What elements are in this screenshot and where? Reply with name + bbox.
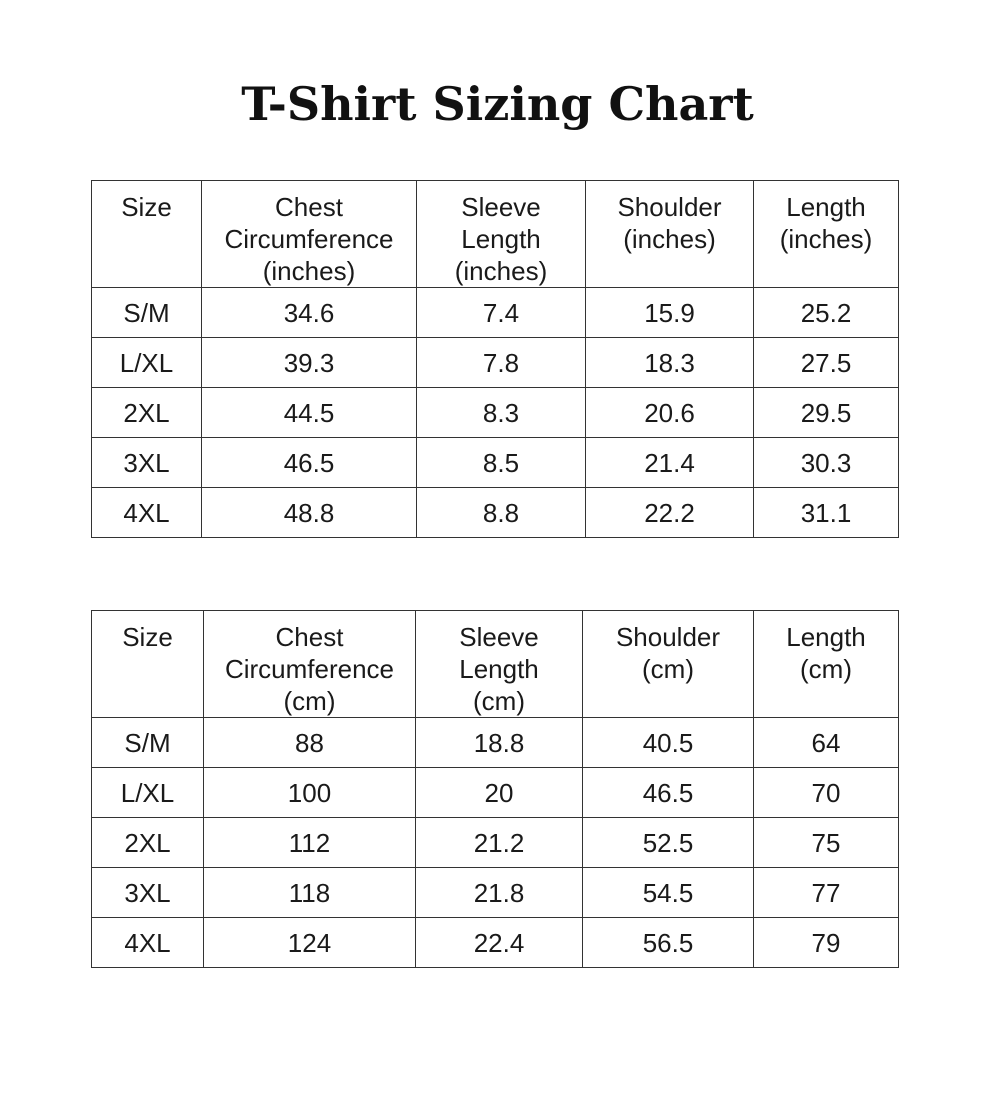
cell-chest: 88 bbox=[204, 718, 416, 768]
cell-chest: 39.3 bbox=[202, 338, 417, 388]
cell-length: 70 bbox=[754, 768, 899, 818]
cell-shoulder: 21.4 bbox=[586, 438, 754, 488]
cell-size: 2XL bbox=[92, 818, 204, 868]
cell-length: 25.2 bbox=[754, 288, 899, 338]
table-header-row bbox=[92, 611, 899, 718]
header-sleeve-length: Sleeve Length (inches) bbox=[417, 181, 586, 288]
table-row bbox=[92, 288, 899, 338]
table-row bbox=[92, 388, 899, 438]
header-length: Length (cm) bbox=[754, 611, 899, 718]
header-length: Length (inches) bbox=[754, 181, 899, 288]
cell-shoulder: 46.5 bbox=[583, 768, 754, 818]
table-row bbox=[92, 438, 899, 488]
cell-length: 79 bbox=[754, 918, 899, 968]
table-row bbox=[92, 718, 899, 768]
cell-size: 4XL bbox=[92, 918, 204, 968]
cell-size: 4XL bbox=[92, 488, 202, 538]
cell-chest: 112 bbox=[204, 818, 416, 868]
table-row bbox=[92, 338, 899, 388]
header-size: Size bbox=[92, 181, 202, 288]
sizing-table-inches bbox=[91, 180, 899, 538]
cell-sleeve: 22.4 bbox=[416, 918, 583, 968]
cell-shoulder: 18.3 bbox=[586, 338, 754, 388]
cell-size: S/M bbox=[92, 288, 202, 338]
cell-length: 29.5 bbox=[754, 388, 899, 438]
cell-sleeve: 8.8 bbox=[417, 488, 586, 538]
cell-sleeve: 20 bbox=[416, 768, 583, 818]
cell-size: 2XL bbox=[92, 388, 202, 438]
cell-shoulder: 40.5 bbox=[583, 718, 754, 768]
cell-chest: 34.6 bbox=[202, 288, 417, 338]
cell-sleeve: 21.8 bbox=[416, 868, 583, 918]
cell-size: S/M bbox=[92, 718, 204, 768]
cell-sleeve: 7.8 bbox=[417, 338, 586, 388]
cell-length: 30.3 bbox=[754, 438, 899, 488]
cell-chest: 44.5 bbox=[202, 388, 417, 438]
cell-size: L/XL bbox=[92, 338, 202, 388]
table-header-row bbox=[92, 181, 899, 288]
header-chest-circumference: Chest Circumference (cm) bbox=[204, 611, 416, 718]
table-row bbox=[92, 818, 899, 868]
table-row bbox=[92, 768, 899, 818]
cell-shoulder: 56.5 bbox=[583, 918, 754, 968]
header-shoulder: Shoulder (inches) bbox=[586, 181, 754, 288]
cell-shoulder: 20.6 bbox=[586, 388, 754, 438]
cell-sleeve: 21.2 bbox=[416, 818, 583, 868]
cell-size: 3XL bbox=[92, 868, 204, 918]
cell-shoulder: 54.5 bbox=[583, 868, 754, 918]
cell-length: 27.5 bbox=[754, 338, 899, 388]
cell-length: 77 bbox=[754, 868, 899, 918]
cell-chest: 100 bbox=[204, 768, 416, 818]
cell-sleeve: 18.8 bbox=[416, 718, 583, 768]
cell-chest: 118 bbox=[204, 868, 416, 918]
table-row bbox=[92, 868, 899, 918]
cell-chest: 48.8 bbox=[202, 488, 417, 538]
sizing-table-cm bbox=[91, 610, 899, 968]
cell-sleeve: 8.5 bbox=[417, 438, 586, 488]
cell-sleeve: 8.3 bbox=[417, 388, 586, 438]
cell-shoulder: 22.2 bbox=[586, 488, 754, 538]
header-chest-circumference: Chest Circumference (inches) bbox=[202, 181, 417, 288]
page-title: T-Shirt Sizing Chart bbox=[241, 77, 754, 131]
cell-shoulder: 15.9 bbox=[586, 288, 754, 338]
table-row bbox=[92, 918, 899, 968]
cell-length: 31.1 bbox=[754, 488, 899, 538]
cell-chest: 46.5 bbox=[202, 438, 417, 488]
cell-sleeve: 7.4 bbox=[417, 288, 586, 338]
header-shoulder: Shoulder (cm) bbox=[583, 611, 754, 718]
cell-length: 75 bbox=[754, 818, 899, 868]
cell-size: 3XL bbox=[92, 438, 202, 488]
table-row bbox=[92, 488, 899, 538]
cell-size: L/XL bbox=[92, 768, 204, 818]
cell-shoulder: 52.5 bbox=[583, 818, 754, 868]
cell-chest: 124 bbox=[204, 918, 416, 968]
header-sleeve-length: Sleeve Length (cm) bbox=[416, 611, 583, 718]
cell-length: 64 bbox=[754, 718, 899, 768]
header-size: Size bbox=[92, 611, 204, 718]
